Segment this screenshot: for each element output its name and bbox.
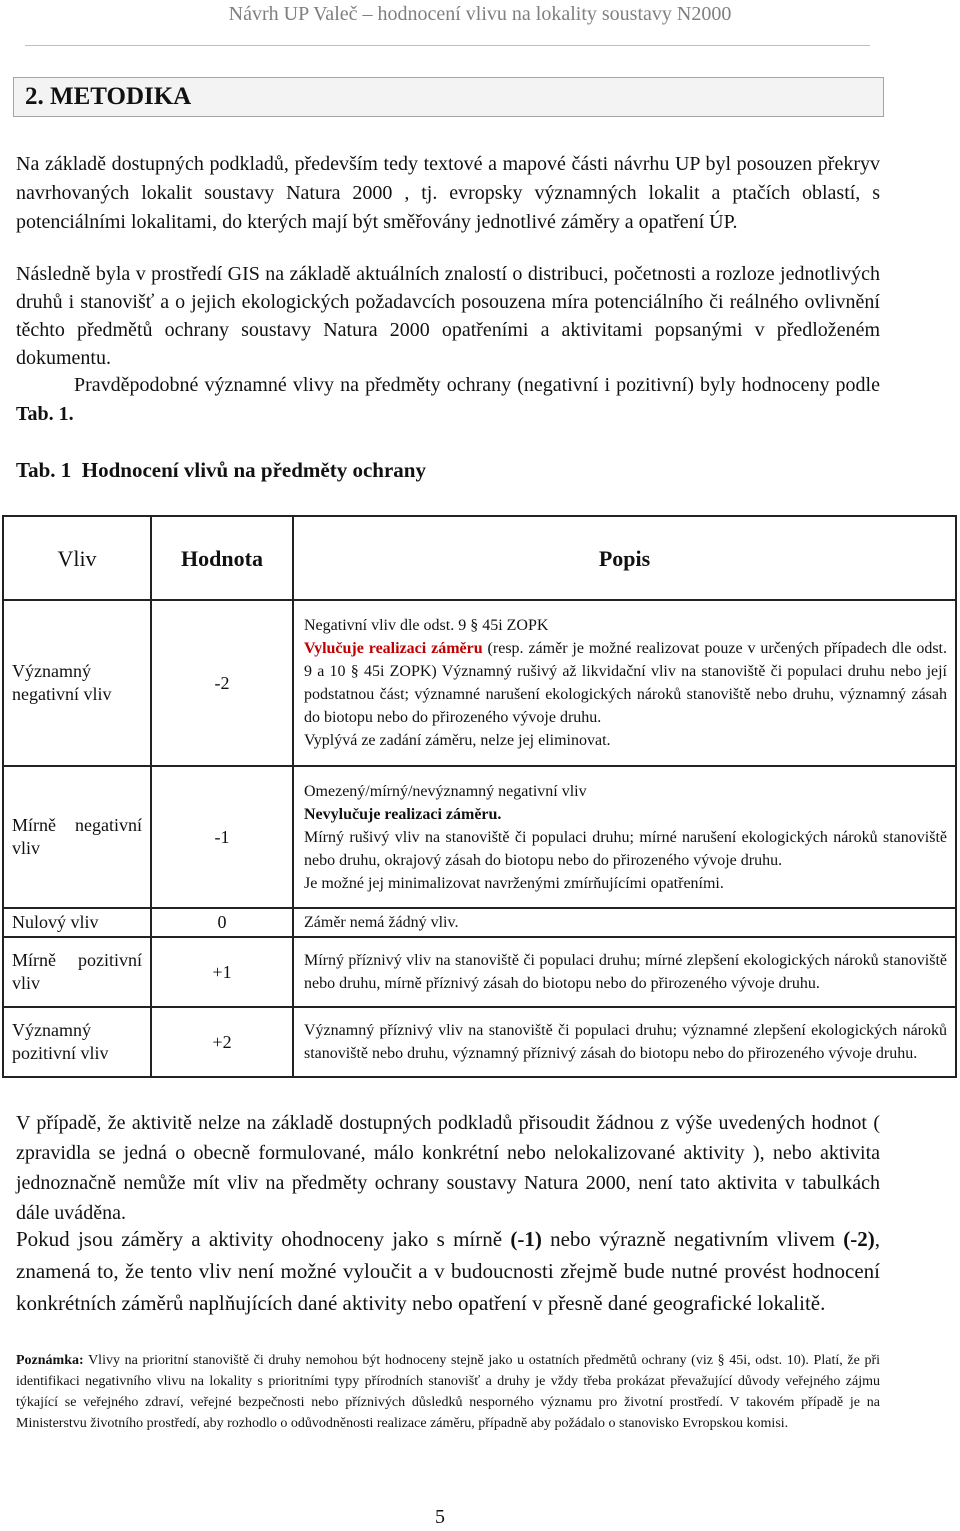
table-caption-label: Tab. 1 — [16, 458, 72, 482]
table-row — [3, 908, 956, 937]
header-divider — [25, 45, 870, 46]
vliv-label-line1: Mírně negativní — [12, 815, 142, 835]
table-row — [3, 937, 956, 1007]
table-row — [3, 766, 956, 908]
section-title: 2. METODIKA — [25, 83, 192, 110]
popis-cell: Mírný příznivý vliv na stanoviště či populaci druhu; mírné zlepšení ekologických nároků stanoviště nebo druhu, mírně příznivý zásah do biotopu nebo do přirozeného vývoje druhu. — [293, 937, 956, 1007]
note — [16, 1350, 880, 1434]
paragraph-gis: Následně byla v prostředí GIS na základě aktuálních znalostí o distribuci, početnosti a rozloze jednotlivých druhů i stanovišť a o jejich ekologických požadavcích posouzena míra potenciálního či reálného ovlivnění těchto předmětů ochrany soustavy Natura 2000 opatřeními a aktivitami popsanými v předloženém dokumentu. — [16, 263, 880, 369]
popis-excludes: Vylučuje realizaci záměru — [304, 640, 483, 657]
vliv-cell: Nulový vliv — [3, 908, 151, 937]
popis-cell — [293, 766, 956, 908]
header-vliv: Vliv — [3, 516, 151, 600]
popis-text: Mírný rušivý vliv na stanoviště či populaci druhu; mírné narušení ekologických nároků stanoviště nebo druhu, okrajový zásah do biotopu nebo do přirozeného vývoje druhu. — [304, 828, 947, 869]
paragraph-negative-a: Pokud jsou záměry a aktivity ohodnoceny jako s mírně — [16, 1227, 511, 1251]
section-heading-box — [13, 77, 884, 117]
page-header: Návrh UP Valeč – hodnocení vlivu na lokality soustavy N2000 — [228, 3, 732, 25]
popis-cell — [293, 600, 956, 766]
paragraph-intro: Na základě dostupných podkladů, především tedy textové a mapové části návrhu UP byl posouzen překryv navrhovaných lokalit soustavy Natura 2000 , tj. evropsky významných lokalit a ptačích oblastí, s potenciálními lokalitami, do kterých mají být směřovány jednotlivé záměry a opatření ÚP. — [16, 153, 880, 233]
vliv-cell — [3, 766, 151, 908]
vliv-label-line1: Mírně pozitivní — [12, 950, 142, 970]
popis-cell: Záměr nemá žádný vliv. — [293, 908, 956, 937]
vliv-label-line2: vliv — [12, 973, 41, 993]
table-header-row — [3, 516, 956, 600]
vliv-label-line2: negativní vliv — [12, 684, 112, 704]
value-minus-one: (-1) — [510, 1227, 542, 1251]
hodnota-cell: -2 — [151, 600, 293, 766]
popis-title: Omezený/mírný/nevýznamný negativní vliv — [304, 782, 587, 800]
paragraph-evaluation-text: Pravděpodobné významné vlivy na předměty ochrany (negativní i pozitivní) byly hodnoceny podle — [74, 374, 880, 396]
table-caption — [16, 458, 426, 483]
popis-note: Je možné jej minimalizovat navrženými zmírňujícími opatřeními. — [304, 874, 724, 892]
value-minus-two: (-2) — [843, 1227, 875, 1251]
popis-not-excludes: Nevylučuje realizaci záměru. — [304, 805, 502, 823]
table-row — [3, 1007, 956, 1077]
impact-table — [2, 515, 957, 1078]
table-reference: Tab. 1. — [16, 403, 74, 425]
vliv-cell — [3, 1007, 151, 1077]
paragraph-negative — [16, 1223, 880, 1319]
hodnota-cell: +2 — [151, 1007, 293, 1077]
hodnota-cell: +1 — [151, 937, 293, 1007]
vliv-cell — [3, 600, 151, 766]
vliv-label-line1: Významný — [12, 1020, 91, 1040]
note-label: Poznámka: — [16, 1353, 84, 1368]
note-text: Vlivy na prioritní stanoviště či druhy nemohou být hodnoceny stejně jako u ostatních předmětů ochrany (viz § 45i, odst. 10). Platí, že při identifikaci negativního vlivu na lokality s prioritními typy přírodních stanovišť a druhy je vždy třeba prokázat převažující důvody veřejného zájmu týkající se veřejného zdraví, veřejné bezpečnosti nebo příznivých důsledků nesporného významu pro životní prostředí. V takovém případě je na Ministerstvu životního prostředí, aby rozhodlo o odůvodněnosti realizace záměru, případně aby požádalo o stanovisko Evropskou komisi. — [16, 1353, 880, 1431]
paragraph-unassigned: V případě, že aktivitě nelze na základě dostupných podkladů přisoudit žádnou z výše uvedených hodnot ( zpravidla se jedná o obecně formulované, málo konkrétní nebo nelokalizované aktivity ), nebo aktivita jednoznačně nemůže mít vliv na předměty ochrany soustavy Natura 2000, není tato aktivita v tabulkách dále uváděna. — [16, 1112, 880, 1224]
vliv-cell — [3, 937, 151, 1007]
popis-text: (resp. záměr je možné realizovat pouze v určených případech dle odst. 9 a 10 § 45i ZOPK) Významný rušivý až likvidační vliv na stanoviště či populaci druhu nebo její podstatnou část; významné narušení ekologických nároků stanoviště nebo druhu, významný zásah do biotopu nebo do přirozeného vývoje druhu. — [304, 640, 948, 726]
page-number: 5 — [435, 1506, 445, 1528]
hodnota-cell: 0 — [151, 908, 293, 937]
table-row — [3, 600, 956, 766]
popis-cell: Významný příznivý vliv na stanoviště či populaci druhu; významné zlepšení ekologických nároků stanoviště nebo druhu, významný příznivý zásah do biotopu nebo do přirozeného vývoje druhu. — [293, 1007, 956, 1077]
paragraph-negative-c: nebo výrazně negativním vlivem — [541, 1227, 844, 1251]
vliv-label-line2: vliv — [12, 838, 41, 858]
header-hodnota: Hodnota — [151, 516, 293, 600]
header-popis: Popis — [293, 516, 956, 600]
paragraph-evaluation — [16, 371, 880, 429]
table-caption-title: Hodnocení vlivů na předměty ochrany — [81, 458, 426, 482]
hodnota-cell: -1 — [151, 766, 293, 908]
vliv-label-line1: Významný — [12, 661, 91, 681]
paragraph-negative-e: , znamená to, že tento vliv není možné vyloučit a v budoucnosti zřejmě bude nutné provést hodnocení konkrétních záměrů naplňujících dané aktivity nebo opatření v přesně dané geografické lokalitě. — [16, 1227, 880, 1315]
popis-title: Negativní vliv dle odst. 9 § 45i ZOPK — [304, 617, 549, 634]
vliv-label-line2: pozitivní vliv — [12, 1043, 109, 1063]
popis-note: Vyplývá ze zadání záměru, nelze jej eliminovat. — [304, 732, 611, 749]
